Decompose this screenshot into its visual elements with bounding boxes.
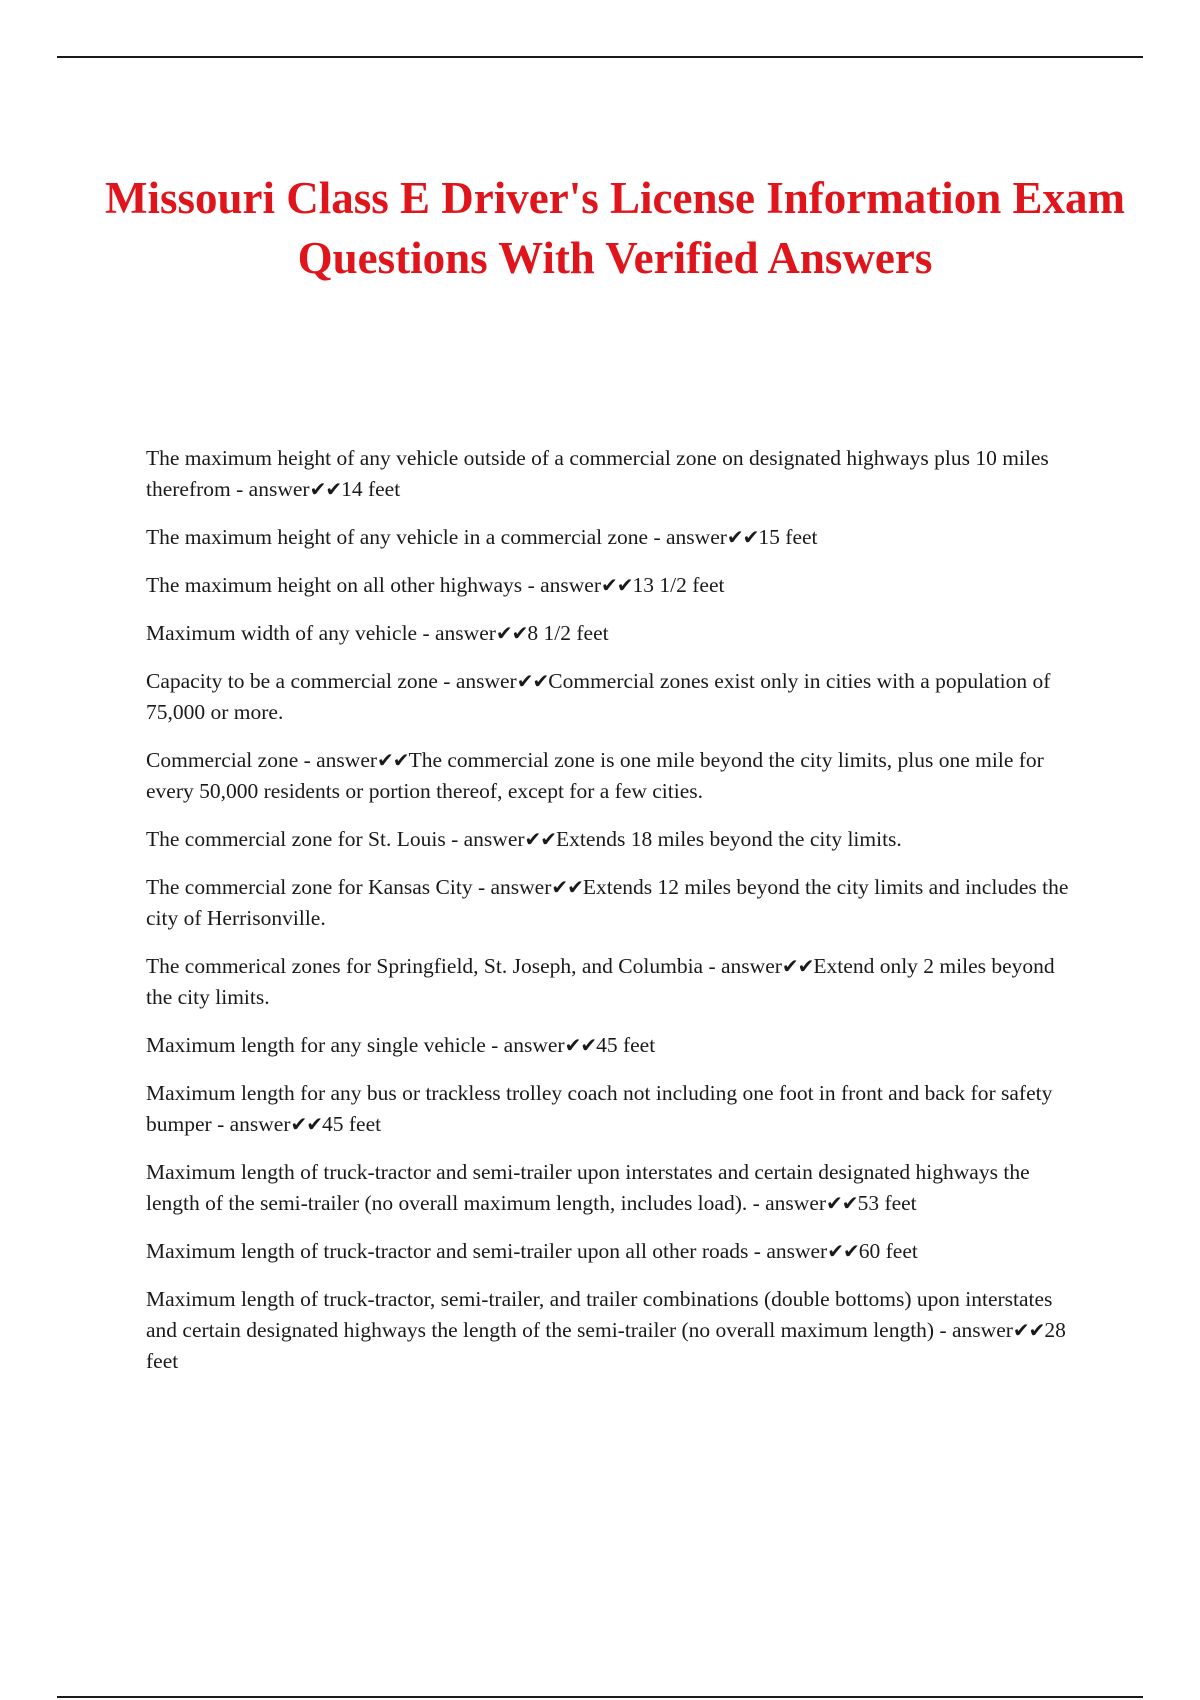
question-text: The commercial zone for Kansas City	[146, 875, 473, 899]
answer-separator: - answer	[934, 1318, 1013, 1342]
question-text: Maximum length of truck-tractor, semi-trailer, and trailer combinations (double bottoms) upon interstates and certain designated highways the length of the semi-trailer (no overall maximum length)	[146, 1287, 1053, 1342]
answer-text: 8 1/2 feet	[527, 621, 609, 645]
question-text: The maximum height on all other highways	[146, 573, 523, 597]
check-icon: ✔✔	[290, 1112, 323, 1136]
answer-separator: - answer	[230, 477, 310, 501]
answer-separator: - answer	[703, 954, 782, 978]
question-text: Maximum length of truck-tractor and semi-trailer upon all other roads	[146, 1239, 749, 1263]
answer-separator: - answer	[747, 1191, 827, 1215]
answer-text: 45 feet	[322, 1112, 382, 1136]
answer-separator: - answer	[298, 748, 378, 772]
answer-separator: - answer	[437, 669, 517, 693]
qa-item	[146, 824, 1086, 855]
check-icon: ✔✔	[826, 1191, 858, 1215]
qa-item	[146, 1284, 1086, 1377]
answer-separator: - answer	[522, 573, 601, 597]
check-icon: ✔✔	[781, 954, 814, 978]
check-icon: ✔✔	[377, 748, 409, 772]
qa-item	[146, 443, 1086, 505]
document-title: Missouri Class E Driver's License Information Exam Questions With Verified Answers	[105, 173, 1125, 283]
answer-separator: - answer	[748, 1239, 828, 1263]
qa-item	[146, 522, 1086, 553]
qa-item	[146, 872, 1086, 934]
qa-item	[146, 1236, 1086, 1267]
question-text: The maximum height of any vehicle in a commercial zone	[146, 525, 649, 549]
question-text: Maximum width of any vehicle	[146, 621, 418, 645]
qa-item	[146, 1078, 1086, 1140]
answer-text: Commercial zones exist only in cities with a population of 75,000 or more.	[146, 669, 1051, 724]
question-text: The commerical zones for Springfield, St. Joseph, and Columbia	[146, 954, 704, 978]
answer-text: The commercial zone is one mile beyond the city limits, plus one mile for every 50,000 residents or portion thereof, except for a few cities.	[146, 748, 1044, 803]
answer-text: 14 feet	[341, 477, 401, 501]
qa-item	[146, 666, 1086, 728]
qa-item	[146, 570, 1086, 601]
answer-separator: - answer	[485, 1033, 565, 1057]
answer-separator: - answer	[417, 621, 496, 645]
top-rule	[57, 56, 1143, 58]
qa-item	[146, 618, 1086, 649]
question-text: The commercial zone for St. Louis	[146, 827, 446, 851]
question-text: The maximum height of any vehicle outside of a commercial zone on designated highways plus 10 miles therefrom	[146, 446, 1049, 501]
check-icon: ✔✔	[726, 525, 759, 549]
answer-text: 60 feet	[858, 1239, 918, 1263]
answer-text: Extend only 2 miles beyond the city limits.	[146, 954, 1055, 1009]
qa-list	[146, 443, 1086, 1394]
check-icon: ✔✔	[827, 1239, 859, 1263]
bottom-rule	[57, 1696, 1143, 1698]
qa-item	[146, 1157, 1086, 1219]
question-text: Maximum length for any single vehicle	[146, 1033, 486, 1057]
answer-text: 13 1/2 feet	[632, 573, 725, 597]
check-icon: ✔✔	[601, 573, 633, 597]
qa-item	[146, 1030, 1086, 1061]
check-icon: ✔✔	[495, 621, 528, 645]
answer-text: Extends 18 miles beyond the city limits.	[556, 827, 902, 851]
check-icon: ✔✔	[309, 477, 342, 501]
answer-text: Extends 12 miles beyond the city limits and includes the city of Herrisonville.	[146, 875, 1069, 930]
answer-text: 53 feet	[857, 1191, 917, 1215]
question-text: Commercial zone	[146, 748, 299, 772]
check-icon: ✔✔	[551, 875, 583, 899]
check-icon: ✔✔	[564, 1033, 597, 1057]
check-icon: ✔✔	[524, 827, 557, 851]
answer-text: 45 feet	[596, 1033, 656, 1057]
check-icon: ✔✔	[516, 669, 549, 693]
question-text: Maximum length of truck-tractor and semi-trailer upon interstates and certain designated highways the length of the semi-trailer (no overall maximum length, includes load).	[146, 1160, 1030, 1215]
answer-text: 28 feet	[146, 1318, 1066, 1373]
answer-separator: - answer	[472, 875, 552, 899]
answer-separator: - answer	[445, 827, 525, 851]
question-text: Maximum length for any bus or trackless trolley coach not including one foot in front and back for safety bumper	[146, 1081, 1053, 1136]
answer-separator: - answer	[211, 1112, 291, 1136]
check-icon: ✔✔	[1012, 1318, 1045, 1342]
question-text: Capacity to be a commercial zone	[146, 669, 438, 693]
answer-separator: - answer	[648, 525, 727, 549]
answer-text: 15 feet	[758, 525, 818, 549]
qa-item	[146, 951, 1086, 1013]
qa-item	[146, 745, 1086, 807]
